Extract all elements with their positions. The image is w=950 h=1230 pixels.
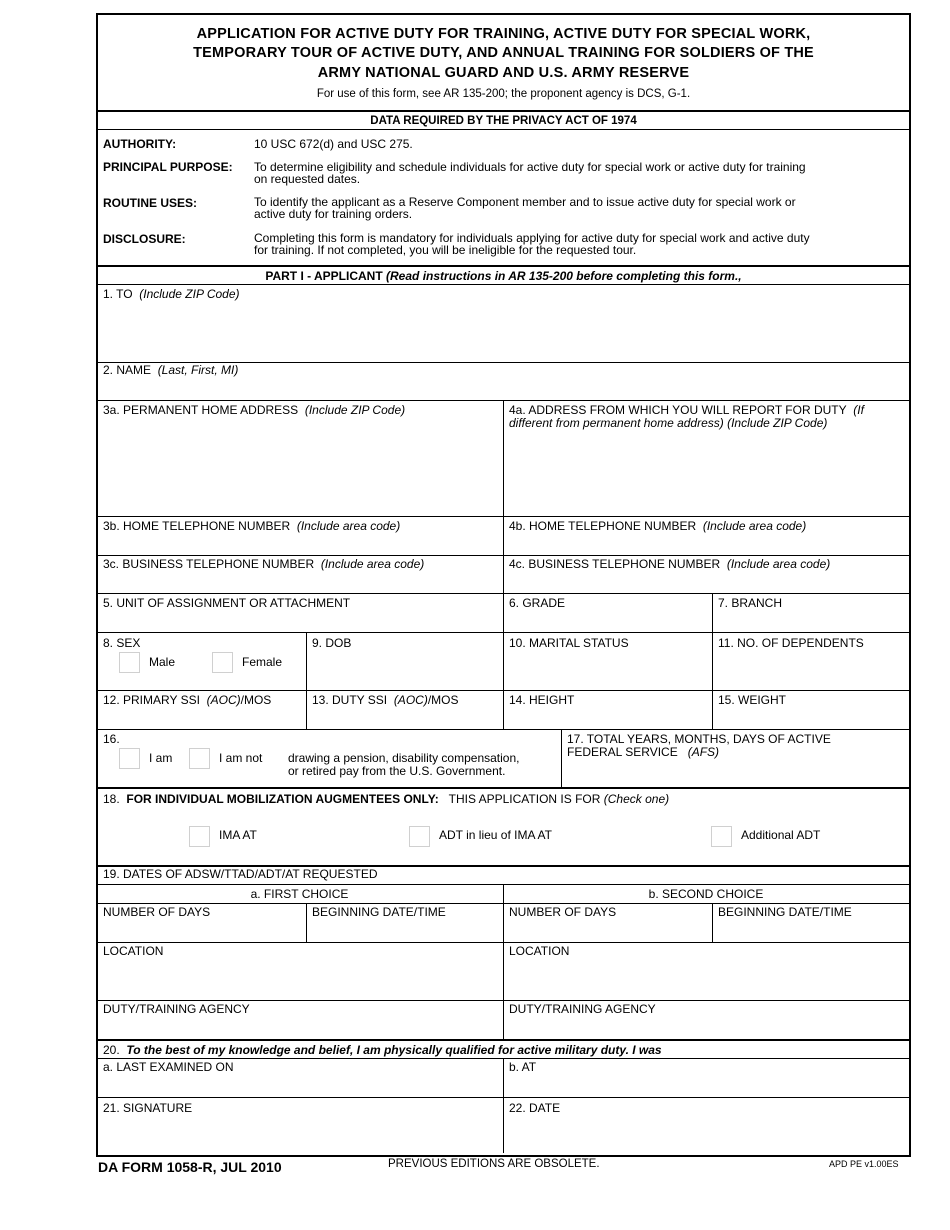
dependents-input[interactable] [714, 651, 907, 688]
divider [561, 729, 562, 787]
examined-at-input[interactable] [505, 1075, 907, 1096]
grade-input[interactable] [505, 611, 710, 631]
field-8-label: 8. SEX [103, 636, 141, 650]
field-13-label: 13. DUTY SSI (AOC)/MOS [312, 693, 459, 707]
part1-heading [96, 270, 911, 283]
divider [712, 593, 713, 729]
sex-female-label: Female [242, 655, 283, 669]
routine-text-1: To identify the applicant as a Reserve Component member and to issue active duty for special work or [254, 195, 796, 209]
field-21-label: 21. SIGNATURE [103, 1101, 193, 1115]
name-input[interactable] [98, 378, 906, 398]
report-address-input[interactable] [505, 432, 907, 514]
purpose-label: PRINCIPAL PURPOSE: [103, 160, 233, 174]
first-begin-label: BEGINNING DATE/TIME [312, 905, 446, 919]
business-phone-3c-input[interactable] [98, 572, 501, 592]
signature-field[interactable] [98, 1116, 501, 1152]
field-22-label: 22. DATE [509, 1101, 561, 1115]
first-choice-heading: a. FIRST CHOICE [250, 887, 349, 901]
home-phone-4b-input[interactable] [505, 534, 907, 554]
divider [96, 284, 909, 285]
first-days-label: NUMBER OF DAYS [103, 905, 211, 919]
field-7-label: 7. BRANCH [718, 596, 783, 610]
field-3c-label: 3c. BUSINESS TELEPHONE NUMBER (Include area code) [103, 557, 425, 571]
obsolete-note: PREVIOUS EDITIONS ARE OBSOLETE. [388, 1158, 600, 1170]
field-4b-label: 4b. HOME TELEPHONE NUMBER (Include area code) [509, 519, 807, 533]
second-location-label: LOCATION [509, 944, 570, 958]
divider [96, 1039, 909, 1041]
first-agency-input[interactable] [98, 1017, 501, 1038]
first-begin-input[interactable] [308, 920, 501, 941]
divider [306, 903, 307, 942]
first-days-input[interactable] [98, 920, 304, 941]
routine-label: ROUTINE USES: [103, 196, 198, 210]
second-agency-label: DUTY/TRAINING AGENCY [509, 1002, 656, 1016]
purpose-text-1: To determine eligibility and schedule individuals for active duty for special work or active duty for training [254, 160, 806, 174]
field-20-label: 20. To the best of my knowledge and belief, I am physically qualified for active military duty. I was [103, 1043, 662, 1057]
pension-text-1: drawing a pension, disability compensation, [288, 751, 520, 765]
field-14-label: 14. HEIGHT [509, 693, 575, 707]
second-location-input[interactable] [505, 959, 907, 999]
version-label: APD PE v1.00ES [829, 1159, 899, 1169]
divider [96, 265, 909, 267]
business-phone-4c-input[interactable] [505, 572, 907, 592]
part1-heading-bold: PART I - APPLICANT [265, 269, 383, 283]
marital-status-input[interactable] [505, 651, 710, 688]
divider [503, 632, 504, 729]
first-location-input[interactable] [98, 959, 501, 999]
to-address-input[interactable] [98, 302, 906, 360]
field-6-label: 6. GRADE [509, 596, 566, 610]
form-id: DA FORM 1058-R, JUL 2010 [98, 1159, 282, 1175]
purpose-text-2: on requested dates. [254, 172, 361, 186]
field-10-label: 10. MARITAL STATUS [509, 636, 629, 650]
divider [503, 1058, 504, 1153]
first-location-label: LOCATION [103, 944, 164, 958]
second-days-label: NUMBER OF DAYS [509, 905, 617, 919]
field-4c-label: 4c. BUSINESS TELEPHONE NUMBER (Include area code) [509, 557, 831, 571]
sex-male-checkbox[interactable] [119, 652, 140, 673]
additional-adt-label: Additional ADT [741, 828, 821, 842]
form-title-line-3: ARMY NATIONAL GUARD AND U.S. ARMY RESERVE [317, 65, 690, 81]
adt-in-lieu-label: ADT in lieu of IMA AT [439, 828, 552, 842]
disclosure-label: DISCLOSURE: [103, 232, 186, 246]
first-agency-label: DUTY/TRAINING AGENCY [103, 1002, 250, 1016]
duty-ssi-input[interactable] [308, 708, 501, 728]
privacy-heading: DATA REQUIRED BY THE PRIVACY ACT OF 1974 [370, 115, 637, 127]
divider [503, 400, 504, 632]
home-phone-3b-input[interactable] [98, 534, 501, 554]
pension-text-2: or retired pay from the U.S. Government. [288, 764, 506, 778]
dob-input[interactable] [308, 651, 501, 688]
field-2-label: 2. NAME (Last, First, MI) [103, 363, 239, 377]
field-5-label: 5. UNIT OF ASSIGNMENT OR ATTACHMENT [103, 596, 351, 610]
field-12-label: 12. PRIMARY SSI (AOC)/MOS [103, 693, 272, 707]
field-20b-label: b. AT [509, 1060, 537, 1074]
height-input[interactable] [505, 708, 710, 728]
disclosure-text-2: for training. If not completed, you will be ineligible for the requested tour. [254, 243, 637, 257]
routine-text-2: active duty for training orders. [254, 207, 413, 221]
field-20a-label: a. LAST EXAMINED ON [103, 1060, 234, 1074]
field-15-label: 15. WEIGHT [718, 693, 787, 707]
divider [96, 787, 909, 789]
pension-i-am-checkbox[interactable] [119, 748, 140, 769]
branch-input[interactable] [714, 611, 907, 631]
form-title-line-1: APPLICATION FOR ACTIVE DUTY FOR TRAINING, ACTIVE DUTY FOR SPECIAL WORK, [196, 26, 811, 42]
form-subtitle: For use of this form, see AR 135-200; the proponent agency is DCS, G-1. [316, 88, 691, 100]
second-begin-input[interactable] [714, 920, 907, 941]
divider [96, 129, 909, 130]
field-17-label: 17. TOTAL YEARS, MONTHS, DAYS OF ACTIVE [567, 732, 831, 746]
last-examined-input[interactable] [98, 1075, 501, 1096]
authority-label: AUTHORITY: [103, 137, 177, 151]
sex-male-label: Male [149, 655, 176, 669]
weight-input[interactable] [714, 708, 907, 728]
divider [96, 729, 909, 730]
ima-at-label: IMA AT [219, 828, 257, 842]
field-4a-label: 4a. ADDRESS FROM WHICH YOU WILL REPORT FOR DUTY (If [509, 403, 864, 417]
second-begin-label: BEGINNING DATE/TIME [718, 905, 852, 919]
pension-i-am-not-label: I am not [219, 751, 263, 765]
field-18-label: 18. FOR INDIVIDUAL MOBILIZATION AUGMENTEES ONLY: THIS APPLICATION IS FOR (Check one) [103, 792, 670, 806]
divider [306, 632, 307, 729]
second-choice-heading: b. SECOND CHOICE [648, 887, 764, 901]
primary-ssi-input[interactable] [98, 708, 304, 728]
field-16-label: 16. [103, 732, 120, 746]
part1-heading-italic: (Read instructions in AR 135-200 before completing this form., [386, 269, 742, 283]
second-agency-input[interactable] [505, 1017, 907, 1038]
second-days-input[interactable] [505, 920, 710, 941]
field-4a-hint: different from permanent home address) (Include ZIP Code) [509, 416, 828, 430]
field-3b-label: 3b. HOME TELEPHONE NUMBER (Include area code) [103, 519, 401, 533]
form-title-line-2: TEMPORARY TOUR OF ACTIVE DUTY, AND ANNUAL TRAINING FOR SOLDIERS OF THE [193, 45, 814, 61]
unit-input[interactable] [98, 611, 501, 631]
federal-service-input[interactable] [563, 760, 907, 786]
field-1-label: 1. TO (Include ZIP Code) [103, 287, 240, 301]
field-17-label-2: FEDERAL SERVICE (AFS) [567, 745, 720, 759]
field-19-label: 19. DATES OF ADSW/TTAD/ADT/AT REQUESTED [103, 867, 378, 881]
field-11-label: 11. NO. OF DEPENDENTS [718, 636, 864, 650]
date-input[interactable] [505, 1116, 907, 1152]
sex-female-checkbox[interactable] [212, 652, 233, 673]
divider [96, 110, 909, 112]
pension-i-am-label: I am [149, 751, 173, 765]
divider [503, 884, 504, 1039]
ima-at-checkbox[interactable] [189, 826, 210, 847]
additional-adt-checkbox[interactable] [711, 826, 732, 847]
adt-in-lieu-checkbox[interactable] [409, 826, 430, 847]
divider [712, 903, 713, 942]
field-3a-label: 3a. PERMANENT HOME ADDRESS (Include ZIP Code) [103, 403, 406, 417]
pension-i-am-not-checkbox[interactable] [189, 748, 210, 769]
field-9-label: 9. DOB [312, 636, 352, 650]
authority-text: 10 USC 672(d) and USC 275. [254, 137, 413, 151]
disclosure-text-1: Completing this form is mandatory for individuals applying for active duty for special work and active duty [254, 231, 810, 245]
permanent-home-address-input[interactable] [98, 418, 501, 514]
